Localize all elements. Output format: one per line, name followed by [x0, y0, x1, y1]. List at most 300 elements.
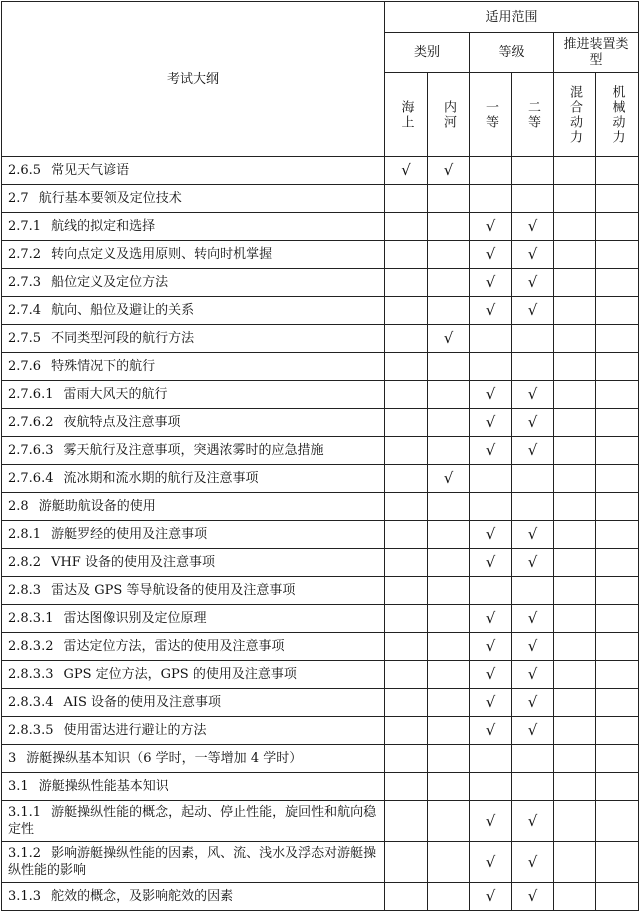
- cell-hybrid: [554, 549, 596, 577]
- cell-g2: [512, 381, 554, 409]
- propulsion-header: 推进装置类型: [554, 33, 639, 73]
- cell-inland: [428, 213, 470, 241]
- syllabus-item: [2, 493, 385, 521]
- syllabus-item: [2, 157, 385, 185]
- cell-sea: [385, 465, 428, 493]
- check-mark-icon: √: [527, 273, 538, 291]
- grade1-header: 一等: [470, 73, 512, 157]
- cell-mech: [596, 241, 639, 269]
- item-text: 雷雨大风天的航行: [63, 387, 168, 402]
- check-mark-icon: √: [527, 553, 538, 571]
- cell-g2: [512, 661, 554, 689]
- cell-sea: [385, 381, 428, 409]
- cell-inland: [428, 437, 470, 465]
- cell-g1: [470, 297, 512, 325]
- cell-sea: [385, 883, 428, 911]
- cell-inland: [428, 549, 470, 577]
- cell-mech: [596, 883, 639, 911]
- cell-sea: [385, 801, 428, 842]
- syllabus-item: [2, 297, 385, 325]
- syllabus-header: 考试大纲: [2, 2, 385, 157]
- cell-mech: [596, 745, 639, 773]
- cell-mech: [596, 409, 639, 437]
- check-mark-icon: √: [485, 245, 496, 263]
- check-mark-icon: √: [527, 693, 538, 711]
- syllabus-item: [2, 353, 385, 381]
- table-row: [2, 633, 639, 661]
- grade2-header: 二等: [512, 73, 554, 157]
- syllabus-item: [2, 883, 385, 911]
- table-row: [2, 437, 639, 465]
- cell-inland: [428, 883, 470, 911]
- cell-inland: [428, 521, 470, 549]
- table-row: [2, 773, 639, 801]
- cell-g1: [470, 605, 512, 633]
- cell-g1: [470, 213, 512, 241]
- item-number: 2.7.6.4: [8, 471, 54, 486]
- table-row: [2, 717, 639, 745]
- cell-mech: [596, 842, 639, 883]
- cell-sea: [385, 605, 428, 633]
- cell-hybrid: [554, 521, 596, 549]
- item-number: 2.6.5: [8, 163, 42, 178]
- item-text: 游艇操纵性能基本知识: [38, 779, 169, 794]
- check-mark-icon: √: [485, 887, 496, 905]
- table-row: [2, 605, 639, 633]
- table-row: [2, 549, 639, 577]
- syllabus-item: [2, 745, 385, 773]
- cell-hybrid: [554, 465, 596, 493]
- category-header: 类别: [385, 33, 470, 73]
- cell-sea: [385, 269, 428, 297]
- cell-g2: [512, 745, 554, 773]
- cell-mech: [596, 661, 639, 689]
- cell-g1: [470, 717, 512, 745]
- cell-sea: [385, 577, 428, 605]
- item-number: 2.7.2: [8, 247, 42, 262]
- check-mark-icon: √: [443, 329, 454, 347]
- item-text: 航线的拟定和选择: [51, 219, 156, 234]
- table-row: [2, 325, 639, 353]
- item-number: 2.7.6.2: [8, 415, 54, 430]
- item-number: 2.8.1: [8, 527, 42, 542]
- check-mark-icon: √: [485, 665, 496, 683]
- cell-g1: [470, 842, 512, 883]
- cell-inland: [428, 717, 470, 745]
- check-mark-icon: √: [443, 161, 454, 179]
- cell-g1: [470, 269, 512, 297]
- cell-inland: [428, 633, 470, 661]
- check-mark-icon: √: [485, 721, 496, 739]
- syllabus-item: [2, 773, 385, 801]
- item-text: 航行基本要领及定位技术: [38, 191, 182, 206]
- check-mark-icon: √: [527, 665, 538, 683]
- cell-mech: [596, 521, 639, 549]
- cell-mech: [596, 577, 639, 605]
- check-mark-icon: √: [527, 413, 538, 431]
- cell-hybrid: [554, 185, 596, 213]
- check-mark-icon: √: [485, 811, 496, 830]
- syllabus-item: [2, 521, 385, 549]
- check-mark-icon: √: [527, 811, 538, 830]
- cell-sea: [385, 493, 428, 521]
- item-text: 舵效的概念，及影响舵效的因素: [51, 889, 234, 904]
- cell-inland: [428, 185, 470, 213]
- table-row: [2, 185, 639, 213]
- cell-hybrid: [554, 157, 596, 185]
- item-number: 3.1.3: [8, 889, 42, 904]
- cell-mech: [596, 325, 639, 353]
- cell-g2: [512, 493, 554, 521]
- item-number: 2.8.3.4: [8, 695, 54, 710]
- cell-mech: [596, 549, 639, 577]
- item-number: 2.8.3.3: [8, 667, 54, 682]
- item-number: 2.8.3.1: [8, 611, 54, 626]
- cell-mech: [596, 213, 639, 241]
- cell-hybrid: [554, 437, 596, 465]
- check-mark-icon: √: [527, 887, 538, 905]
- cell-hybrid: [554, 241, 596, 269]
- item-number: 2.7.6: [8, 359, 42, 374]
- cell-inland: [428, 381, 470, 409]
- cell-hybrid: [554, 325, 596, 353]
- table-row: [2, 409, 639, 437]
- cell-mech: [596, 437, 639, 465]
- check-mark-icon: √: [527, 217, 538, 235]
- cell-mech: [596, 633, 639, 661]
- item-number: 2.8.3.5: [8, 723, 54, 738]
- cell-g2: [512, 409, 554, 437]
- syllabus-item: [2, 185, 385, 213]
- table-row: [2, 577, 639, 605]
- cell-sea: [385, 521, 428, 549]
- cell-inland: [428, 465, 470, 493]
- item-text: 船位定义及定位方法: [51, 275, 169, 290]
- cell-inland: [428, 801, 470, 842]
- cell-g2: [512, 353, 554, 381]
- cell-inland: [428, 773, 470, 801]
- cell-hybrid: [554, 633, 596, 661]
- cell-g2: [512, 241, 554, 269]
- item-text: 航向、船位及避让的关系: [51, 303, 195, 318]
- syllabus-item: [2, 213, 385, 241]
- cell-inland: [428, 605, 470, 633]
- syllabus-item: [2, 842, 385, 883]
- item-number: 2.8.3.2: [8, 639, 54, 654]
- item-text: 雷达定位方法，雷达的使用及注意事项: [63, 639, 285, 654]
- table-row: [2, 883, 639, 911]
- cell-mech: [596, 689, 639, 717]
- cell-g1: [470, 801, 512, 842]
- check-mark-icon: √: [485, 852, 496, 871]
- table-row: [2, 353, 639, 381]
- check-mark-icon: √: [485, 609, 496, 627]
- table-row: [2, 381, 639, 409]
- syllabus-item: [2, 325, 385, 353]
- cell-g1: [470, 325, 512, 353]
- cell-mech: [596, 773, 639, 801]
- check-mark-icon: √: [485, 525, 496, 543]
- item-text: 特殊情况下的航行: [51, 359, 156, 374]
- cell-inland: [428, 661, 470, 689]
- cell-inland: [428, 745, 470, 773]
- cell-g2: [512, 157, 554, 185]
- cell-g1: [470, 883, 512, 911]
- cell-g2: [512, 213, 554, 241]
- cell-sea: [385, 409, 428, 437]
- cell-g1: [470, 381, 512, 409]
- item-number: 2.8.2: [8, 555, 42, 570]
- syllabus-item: [2, 633, 385, 661]
- item-number: 2.7.3: [8, 275, 42, 290]
- item-number: 3: [8, 751, 17, 766]
- cell-g2: [512, 185, 554, 213]
- cell-g2: [512, 883, 554, 911]
- cell-hybrid: [554, 409, 596, 437]
- syllabus-table: [1, 1, 639, 911]
- syllabus-item: [2, 661, 385, 689]
- cell-sea: [385, 213, 428, 241]
- cell-g2: [512, 773, 554, 801]
- table-row: [2, 213, 639, 241]
- check-mark-icon: √: [485, 441, 496, 459]
- item-number: 2.8.3: [8, 583, 42, 598]
- cell-sea: [385, 437, 428, 465]
- cell-inland: [428, 493, 470, 521]
- cell-g2: [512, 437, 554, 465]
- cell-g1: [470, 353, 512, 381]
- cell-inland: [428, 325, 470, 353]
- cell-hybrid: [554, 605, 596, 633]
- syllabus-item: [2, 381, 385, 409]
- item-text: 常见天气谚语: [51, 163, 130, 178]
- item-text: GPS 定位方法，GPS 的使用及注意事项: [63, 667, 297, 682]
- check-mark-icon: √: [527, 609, 538, 627]
- cell-mech: [596, 465, 639, 493]
- table-row: [2, 842, 639, 883]
- item-number: 2.7.6.1: [8, 387, 54, 402]
- cell-g2: [512, 842, 554, 883]
- cell-g1: [470, 157, 512, 185]
- check-mark-icon: √: [527, 245, 538, 263]
- cell-hybrid: [554, 773, 596, 801]
- cell-mech: [596, 801, 639, 842]
- cell-inland: [428, 577, 470, 605]
- item-text: VHF 设备的使用及注意事项: [51, 555, 215, 570]
- cell-sea: [385, 661, 428, 689]
- cell-mech: [596, 269, 639, 297]
- cell-hybrid: [554, 269, 596, 297]
- item-number: 2.7: [8, 191, 29, 206]
- table-row: [2, 297, 639, 325]
- check-mark-icon: √: [527, 637, 538, 655]
- item-text: AIS 设备的使用及注意事项: [63, 695, 222, 710]
- cell-inland: [428, 297, 470, 325]
- syllabus-item: [2, 801, 385, 842]
- cell-g1: [470, 493, 512, 521]
- cell-g1: [470, 521, 512, 549]
- cell-sea: [385, 549, 428, 577]
- cell-sea: [385, 717, 428, 745]
- cell-g1: [470, 437, 512, 465]
- check-mark-icon: √: [527, 852, 538, 871]
- cell-g1: [470, 773, 512, 801]
- item-text: 雾天航行及注意事项，突遇浓雾时的应急措施: [63, 443, 324, 458]
- cell-g1: [470, 409, 512, 437]
- item-number: 2.7.1: [8, 219, 42, 234]
- cell-g1: [470, 633, 512, 661]
- item-number: 3.1: [8, 779, 29, 794]
- cell-hybrid: [554, 297, 596, 325]
- cell-inland: [428, 689, 470, 717]
- cell-mech: [596, 185, 639, 213]
- syllabus-item: [2, 549, 385, 577]
- table-body: [2, 157, 639, 911]
- cell-g1: [470, 185, 512, 213]
- cell-hybrid: [554, 577, 596, 605]
- cell-hybrid: [554, 745, 596, 773]
- cell-inland: [428, 241, 470, 269]
- cell-hybrid: [554, 381, 596, 409]
- cell-mech: [596, 605, 639, 633]
- scope-header: 适用范围: [385, 2, 639, 33]
- syllabus-item: [2, 717, 385, 745]
- check-mark-icon: √: [527, 441, 538, 459]
- mechanical-header: 机械动力: [596, 73, 639, 157]
- cell-inland: [428, 409, 470, 437]
- syllabus-item: [2, 605, 385, 633]
- cell-g1: [470, 549, 512, 577]
- table-row: [2, 521, 639, 549]
- cell-inland: [428, 269, 470, 297]
- table-row: [2, 157, 639, 185]
- check-mark-icon: √: [401, 161, 411, 179]
- grade-header: 等级: [470, 33, 554, 73]
- item-text: 不同类型河段的航行方法: [51, 331, 195, 346]
- syllabus-item: [2, 437, 385, 465]
- table-row: [2, 801, 639, 842]
- item-text: 游艇操纵基本知识（6 学时，一等增加 4 学时）: [26, 751, 303, 766]
- check-mark-icon: √: [485, 637, 496, 655]
- check-mark-icon: √: [485, 273, 496, 291]
- item-number: 2.7.4: [8, 303, 42, 318]
- check-mark-icon: √: [443, 469, 454, 487]
- cell-g2: [512, 549, 554, 577]
- cell-mech: [596, 157, 639, 185]
- item-number: 2.8: [8, 499, 29, 514]
- check-mark-icon: √: [527, 721, 538, 739]
- syllabus-item: [2, 577, 385, 605]
- cell-g1: [470, 661, 512, 689]
- check-mark-icon: √: [527, 301, 538, 319]
- syllabus-item: [2, 409, 385, 437]
- check-mark-icon: √: [485, 385, 496, 403]
- cell-hybrid: [554, 661, 596, 689]
- cell-g1: [470, 689, 512, 717]
- cell-hybrid: [554, 353, 596, 381]
- cell-sea: [385, 241, 428, 269]
- cell-hybrid: [554, 883, 596, 911]
- cell-g2: [512, 521, 554, 549]
- cell-g2: [512, 269, 554, 297]
- cell-hybrid: [554, 717, 596, 745]
- item-text: 雷达及 GPS 等导航设备的使用及注意事项: [51, 583, 296, 598]
- item-number: 3.1.2: [8, 846, 42, 861]
- item-text: 转向点定义及选用原则、转向时机掌握: [51, 247, 273, 262]
- cell-inland: [428, 157, 470, 185]
- item-text: 游艇操纵性能的概念，起动、停止性能，旋回性和航向稳定性: [8, 805, 377, 837]
- cell-g2: [512, 717, 554, 745]
- cell-hybrid: [554, 689, 596, 717]
- inland-header: 内河: [428, 73, 470, 157]
- cell-g2: [512, 577, 554, 605]
- table-row: [2, 689, 639, 717]
- table-row: [2, 465, 639, 493]
- cell-g2: [512, 465, 554, 493]
- cell-g2: [512, 801, 554, 842]
- item-text: 雷达图像识别及定位原理: [63, 611, 207, 626]
- cell-g2: [512, 689, 554, 717]
- sea-header: 海上: [385, 73, 428, 157]
- cell-mech: [596, 717, 639, 745]
- cell-sea: [385, 297, 428, 325]
- check-mark-icon: √: [485, 217, 496, 235]
- table-row: [2, 745, 639, 773]
- hybrid-header: 混合动力: [554, 73, 596, 157]
- table-row: [2, 241, 639, 269]
- cell-sea: [385, 325, 428, 353]
- table-row: [2, 269, 639, 297]
- syllabus-item: [2, 465, 385, 493]
- item-text: 流冰期和流水期的航行及注意事项: [63, 471, 259, 486]
- cell-hybrid: [554, 213, 596, 241]
- cell-g1: [470, 745, 512, 773]
- cell-sea: [385, 353, 428, 381]
- syllabus-item: [2, 269, 385, 297]
- cell-inland: [428, 353, 470, 381]
- check-mark-icon: √: [485, 693, 496, 711]
- cell-sea: [385, 773, 428, 801]
- cell-hybrid: [554, 493, 596, 521]
- cell-mech: [596, 353, 639, 381]
- cell-g2: [512, 297, 554, 325]
- syllabus-item: [2, 241, 385, 269]
- cell-mech: [596, 493, 639, 521]
- item-number: 2.7.5: [8, 331, 42, 346]
- item-number: 2.7.6.3: [8, 443, 54, 458]
- check-mark-icon: √: [485, 553, 496, 571]
- item-text: 游艇罗经的使用及注意事项: [51, 527, 208, 542]
- cell-sea: [385, 745, 428, 773]
- check-mark-icon: √: [527, 385, 538, 403]
- table-row: [2, 661, 639, 689]
- cell-hybrid: [554, 801, 596, 842]
- cell-hybrid: [554, 842, 596, 883]
- check-mark-icon: √: [527, 525, 538, 543]
- cell-inland: [428, 842, 470, 883]
- syllabus-item: [2, 689, 385, 717]
- check-mark-icon: √: [485, 413, 496, 431]
- cell-sea: [385, 689, 428, 717]
- cell-sea: [385, 157, 428, 185]
- cell-g1: [470, 577, 512, 605]
- cell-g2: [512, 605, 554, 633]
- cell-mech: [596, 381, 639, 409]
- cell-sea: [385, 185, 428, 213]
- item-number: 3.1.1: [8, 805, 42, 820]
- cell-g2: [512, 325, 554, 353]
- cell-g1: [470, 465, 512, 493]
